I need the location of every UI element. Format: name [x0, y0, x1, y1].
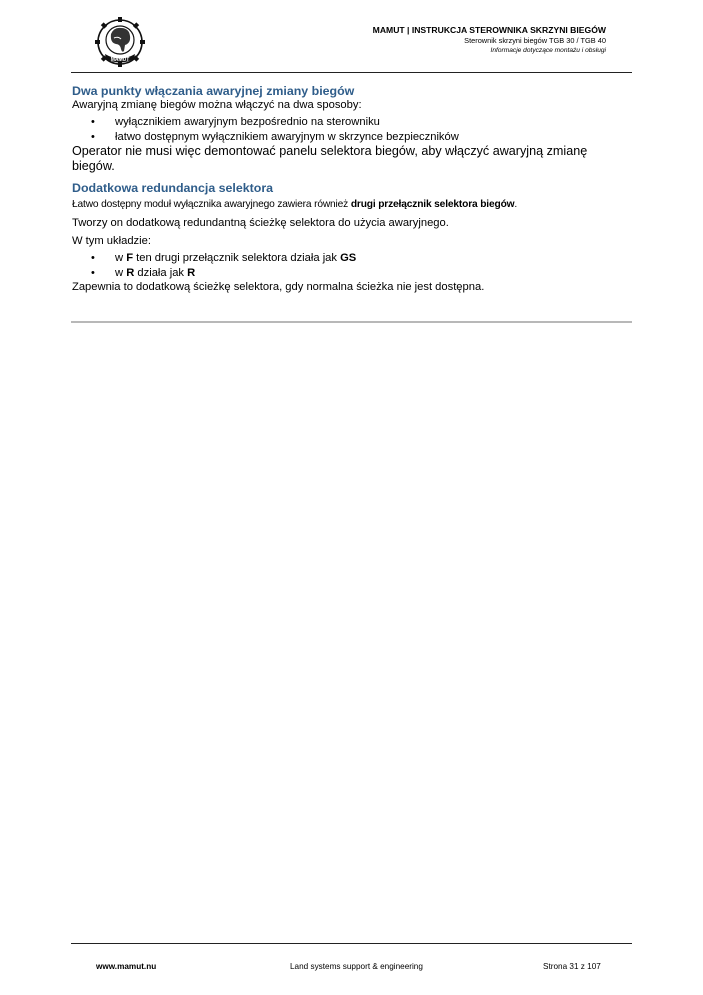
section2-conclusion: Zapewnia to dodatkową ścieżkę selektora, gdy normalna ścieżka nie jest dostępna.	[72, 281, 485, 293]
content-divider	[71, 321, 632, 323]
list-item: • w R działa jak R	[72, 266, 632, 281]
main-content	[72, 84, 632, 294]
section1-list	[72, 115, 632, 144]
footer-tagline: Land systems support & engineering	[290, 962, 423, 971]
header-divider	[71, 72, 632, 73]
section-heading-emergency: Dwa punkty włączania awaryjnej zmiany biegów	[72, 84, 355, 98]
document-title: MAMUT | INSTRUKCJA STEROWNIKA SKRZYNI BIEGÓW	[372, 25, 606, 35]
page-header	[373, 24, 606, 56]
section2-paragraph-1: Łatwo dostępny moduł wyłącznika awaryjnego zawiera również drugi przełącznik selektora biegów.	[72, 199, 518, 210]
list-item: • wyłącznikiem awaryjnym bezpośrednio na sterowniku	[72, 115, 632, 130]
logo-text: MAMUT	[110, 57, 130, 63]
section1-conclusion: Operator nie musi więc demontować panelu selektora biegów, aby włączyć awaryjną zmianę biegów.	[72, 144, 588, 173]
section2-paragraph-3: W tym układzie:	[72, 235, 151, 247]
document-subtitle-2: Informacje dotyczące montażu i obsługi	[490, 47, 606, 54]
document-subtitle: Sterownik skrzyni biegów TGB 30 / TGB 40	[464, 36, 606, 45]
page-number: Strona 31 z 107	[543, 962, 601, 971]
section2-list	[72, 251, 632, 280]
section1-intro: Awaryjną zmianę biegów można włączyć na dwa sposoby:	[72, 99, 362, 111]
footer-website-link[interactable]: www.mamut.nu	[96, 962, 157, 971]
list-item: • łatwo dostępnym wyłącznikiem awaryjnym w skrzynce bezpieczników	[72, 130, 632, 145]
footer-divider	[71, 943, 632, 944]
list-item: • w F ten drugi przełącznik selektora działa jak GS	[72, 251, 632, 266]
mamut-logo	[94, 16, 146, 68]
section2-paragraph-2: Tworzy on dodatkową redundantną ścieżkę selektora do użycia awaryjnego.	[72, 217, 449, 229]
section-heading-redundancy: Dodatkowa redundancja selektora	[72, 181, 274, 195]
